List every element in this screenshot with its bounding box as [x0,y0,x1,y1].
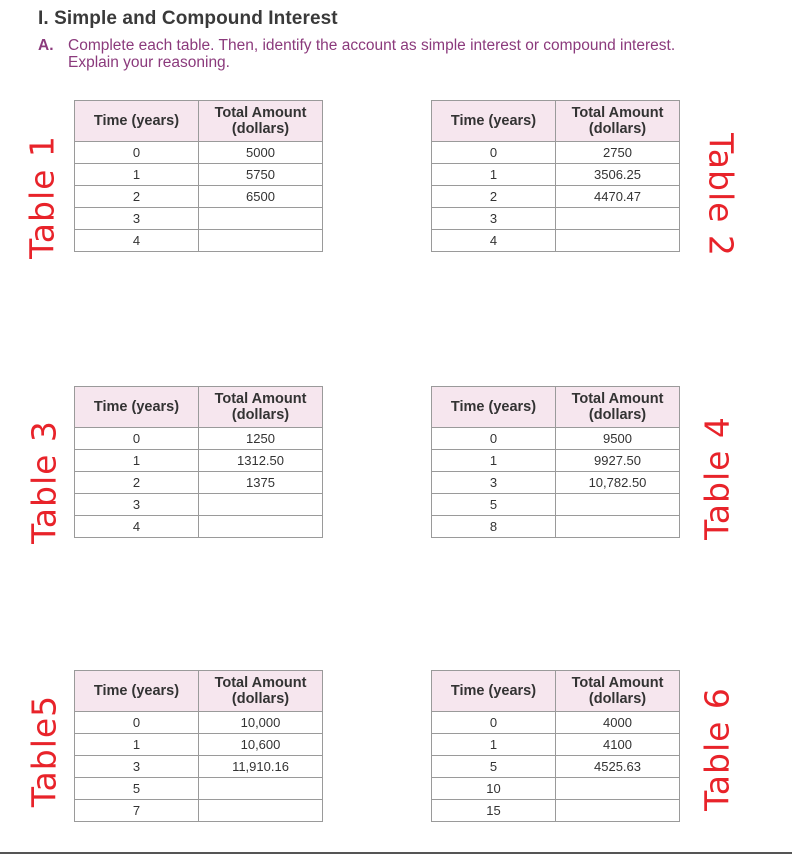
time-cell: 8 [432,516,556,538]
table-row [432,472,680,494]
time-cell: 10 [432,778,556,800]
amount-cell[interactable] [556,208,680,230]
amount-cell[interactable]: 2750 [556,142,680,164]
table-row [75,494,323,516]
time-cell: 0 [75,428,199,450]
table-row [75,712,323,734]
handwritten-label-table-2: Table 2 [701,133,741,257]
amount-header: Total Amount (dollars) [199,387,323,428]
time-cell: 3 [75,494,199,516]
instruction-line-1: Complete each table. Then, identify the account as simple interest or compound interest. [68,37,676,54]
amount-cell[interactable] [556,800,680,822]
amount-cell[interactable]: 5750 [199,164,323,186]
time-cell: 0 [432,428,556,450]
time-cell: 15 [432,800,556,822]
amount-cell[interactable] [199,230,323,252]
amount-cell[interactable] [556,494,680,516]
table-row [75,516,323,538]
amount-cell[interactable] [556,516,680,538]
table-row [432,164,680,186]
table-1 [74,100,323,252]
handwritten-label-table-5: Table5 [24,694,64,808]
time-cell: 3 [75,208,199,230]
table-row [432,516,680,538]
table-row [75,800,323,822]
table-row [432,778,680,800]
table-row [432,712,680,734]
time-header: Time (years) [75,671,199,712]
section-heading: I. Simple and Compound Interest [38,8,338,29]
amount-cell[interactable] [556,230,680,252]
handwritten-label-table-3: Table 3 [24,420,64,544]
amount-cell[interactable] [199,800,323,822]
instruction-letter: A. [38,37,54,54]
amount-cell[interactable]: 6500 [199,186,323,208]
amount-cell[interactable]: 3506.25 [556,164,680,186]
time-cell: 7 [75,800,199,822]
amount-cell[interactable]: 1250 [199,428,323,450]
time-header: Time (years) [432,671,556,712]
amount-cell[interactable]: 4470.47 [556,186,680,208]
instruction-line-2: Explain your reasoning. [68,54,230,71]
amount-header: Total Amount (dollars) [556,101,680,142]
amount-cell[interactable] [199,516,323,538]
amount-cell[interactable]: 10,000 [199,712,323,734]
time-cell: 1 [75,450,199,472]
amount-cell[interactable]: 9500 [556,428,680,450]
table-row [75,778,323,800]
handwritten-label-table-1: Table 1 [22,135,62,259]
time-header: Time (years) [432,387,556,428]
bottom-divider [0,852,792,854]
amount-header: Total Amount (dollars) [199,101,323,142]
time-cell: 1 [75,734,199,756]
time-header: Time (years) [432,101,556,142]
table-row [432,208,680,230]
table-row [432,230,680,252]
time-cell: 0 [75,712,199,734]
time-header: Time (years) [75,101,199,142]
time-cell: 5 [75,778,199,800]
time-cell: 1 [432,450,556,472]
amount-cell[interactable] [556,778,680,800]
amount-cell[interactable]: 10,782.50 [556,472,680,494]
amount-cell[interactable]: 1312.50 [199,450,323,472]
amount-cell[interactable]: 4000 [556,712,680,734]
time-cell: 5 [432,494,556,516]
table-row [432,186,680,208]
table-row [75,230,323,252]
time-cell: 4 [432,230,556,252]
table-row [75,472,323,494]
table-row [432,494,680,516]
table-2 [431,100,680,252]
time-cell: 4 [75,230,199,252]
table-row [75,208,323,230]
table-row [75,756,323,778]
amount-cell[interactable]: 9927.50 [556,450,680,472]
table-row [432,450,680,472]
amount-header: Total Amount (dollars) [556,671,680,712]
table-row [75,164,323,186]
instructions [38,37,758,71]
time-cell: 0 [75,142,199,164]
time-cell: 3 [75,756,199,778]
amount-cell[interactable]: 4100 [556,734,680,756]
table-row [432,734,680,756]
amount-header: Total Amount (dollars) [199,671,323,712]
amount-cell[interactable]: 11,910.16 [199,756,323,778]
amount-cell[interactable]: 1375 [199,472,323,494]
table-3 [74,386,323,538]
table-4 [431,386,680,538]
time-cell: 2 [432,186,556,208]
table-row [432,428,680,450]
amount-cell[interactable] [199,778,323,800]
time-cell: 3 [432,208,556,230]
time-cell: 5 [432,756,556,778]
amount-cell[interactable]: 5000 [199,142,323,164]
table-row [75,142,323,164]
table-row [75,734,323,756]
table-row [432,756,680,778]
table-row [75,186,323,208]
time-cell: 1 [432,164,556,186]
table-5 [74,670,323,822]
table-row [432,800,680,822]
time-cell: 2 [75,186,199,208]
table-row [75,450,323,472]
time-cell: 3 [432,472,556,494]
handwritten-label-table-6: Table 6 [697,687,737,811]
amount-cell[interactable]: 4525.63 [556,756,680,778]
table-row [75,428,323,450]
time-cell: 0 [432,712,556,734]
amount-cell[interactable] [199,494,323,516]
amount-header: Total Amount (dollars) [556,387,680,428]
table-6 [431,670,680,822]
time-cell: 4 [75,516,199,538]
amount-cell[interactable] [199,208,323,230]
time-cell: 2 [75,472,199,494]
time-header: Time (years) [75,387,199,428]
time-cell: 1 [432,734,556,756]
amount-cell[interactable]: 10,600 [199,734,323,756]
table-row [432,142,680,164]
time-cell: 0 [432,142,556,164]
time-cell: 1 [75,164,199,186]
handwritten-label-table-4: Table 4 [697,416,737,540]
